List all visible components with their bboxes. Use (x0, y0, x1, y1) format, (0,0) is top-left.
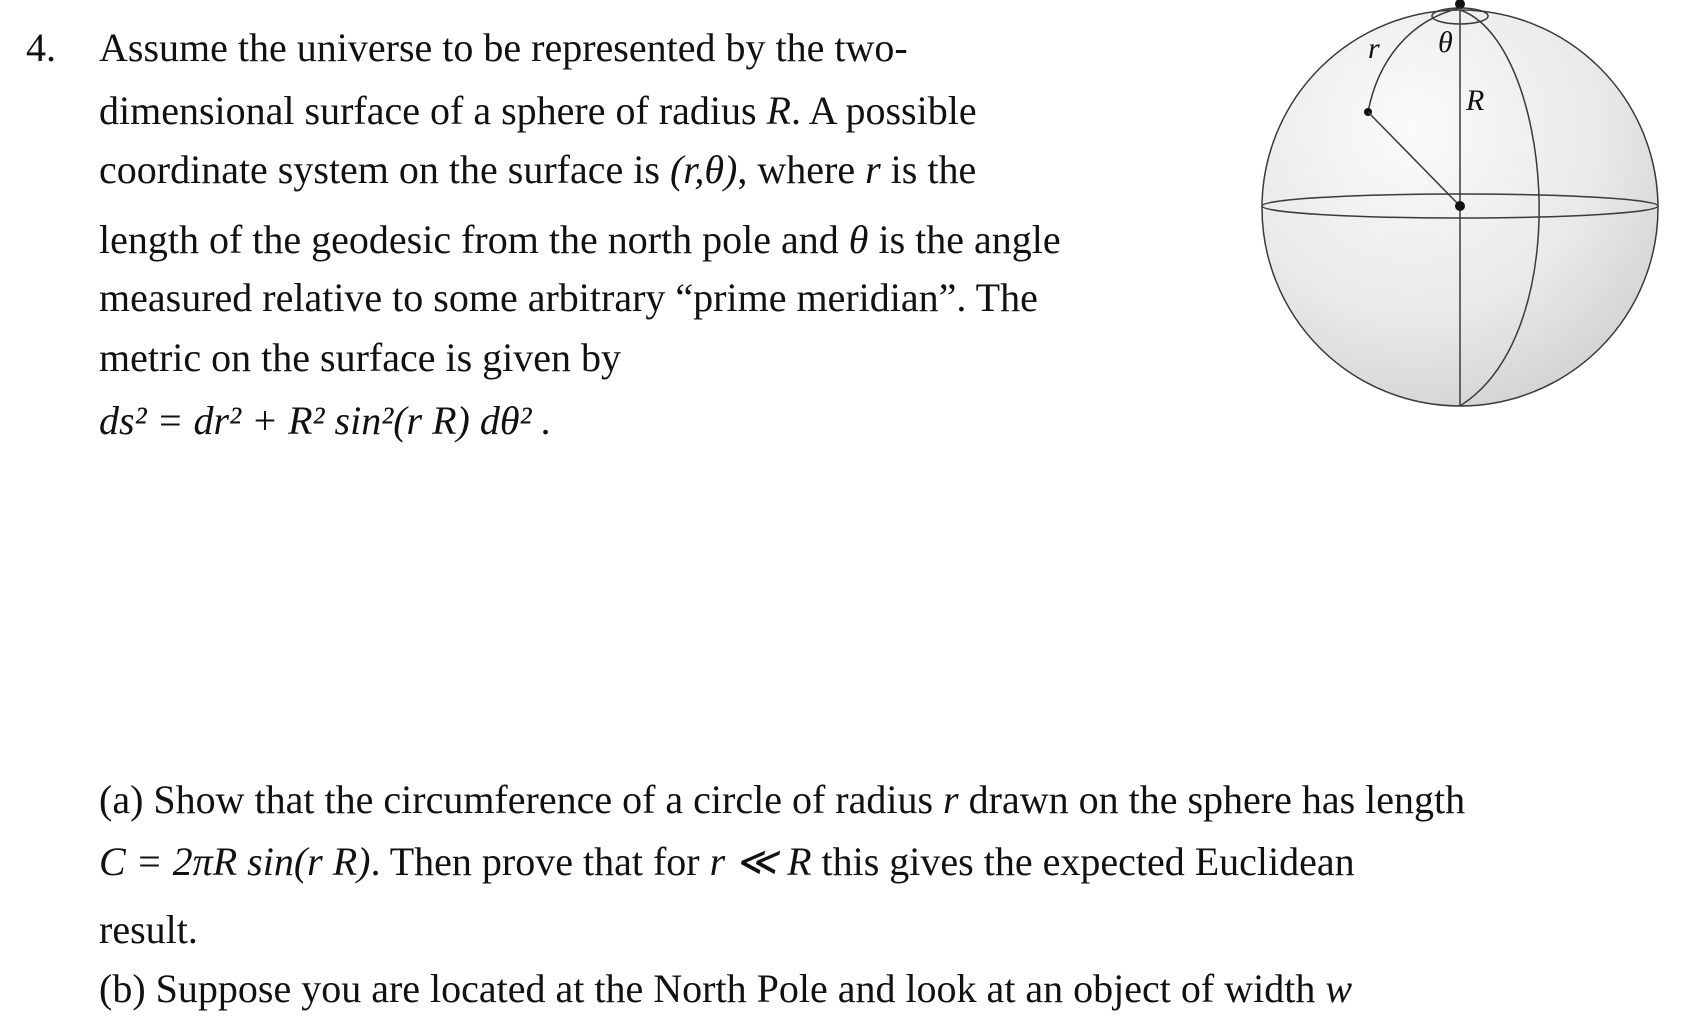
coord-pair: (r,θ) (669, 147, 738, 192)
text-segment: is the (880, 147, 977, 192)
sphere-diagram (1250, 0, 1670, 420)
intro-line-6: metric on the surface is given by (99, 335, 622, 380)
text-segment: length of the geodesic from the north pole and (99, 217, 849, 262)
part-b-line-1 (99, 965, 1352, 1013)
part-a-line-2 (99, 838, 1355, 886)
center-dot (1455, 201, 1465, 211)
var-w: w (1325, 966, 1353, 1011)
intro-line-1: Assume the universe to be represented by the two- (99, 25, 908, 70)
label-theta: θ (1438, 26, 1453, 59)
part-a-line-1 (99, 776, 1465, 824)
text-segment: this gives the expected Euclidean (811, 839, 1355, 884)
text-segment: dimensional surface of a sphere of radius (99, 88, 767, 133)
text-segment: (a) Show that the circumference of a circle of radius (99, 777, 944, 822)
metric-equation: ds² = dr² + R² sin²(r R) dθ² . (99, 398, 552, 443)
var-r: r (865, 147, 881, 192)
text-segment: drawn on the sphere has length (958, 777, 1466, 822)
intro-line-4 (99, 216, 1061, 264)
problem-number: 4. (26, 25, 56, 70)
intro-line-5: measured relative to some arbitrary “prime meridian”. The (99, 275, 1038, 320)
intro-line-2 (99, 87, 977, 135)
text-segment: (b) Suppose you are located at the North Pole and look at an object of width (99, 966, 1326, 1011)
intro-line-3 (99, 146, 976, 194)
text-segment: , where (737, 147, 866, 192)
text-segment: coordinate system on the surface is (99, 147, 670, 192)
var-r: r (943, 777, 959, 822)
text-segment: . A possible (790, 88, 977, 133)
label-R: R (1466, 84, 1485, 117)
label-r: r (1368, 32, 1380, 65)
text-segment: . Then prove that for (370, 839, 710, 884)
var-R: R (766, 88, 791, 133)
circumference-equation: C = 2πR sin(r R) (99, 839, 371, 884)
part-a-line-3: result. (99, 907, 198, 952)
var-theta: θ (848, 217, 869, 262)
text-segment: is the angle (868, 217, 1061, 262)
limit-condition: r ≪ R (709, 839, 812, 884)
